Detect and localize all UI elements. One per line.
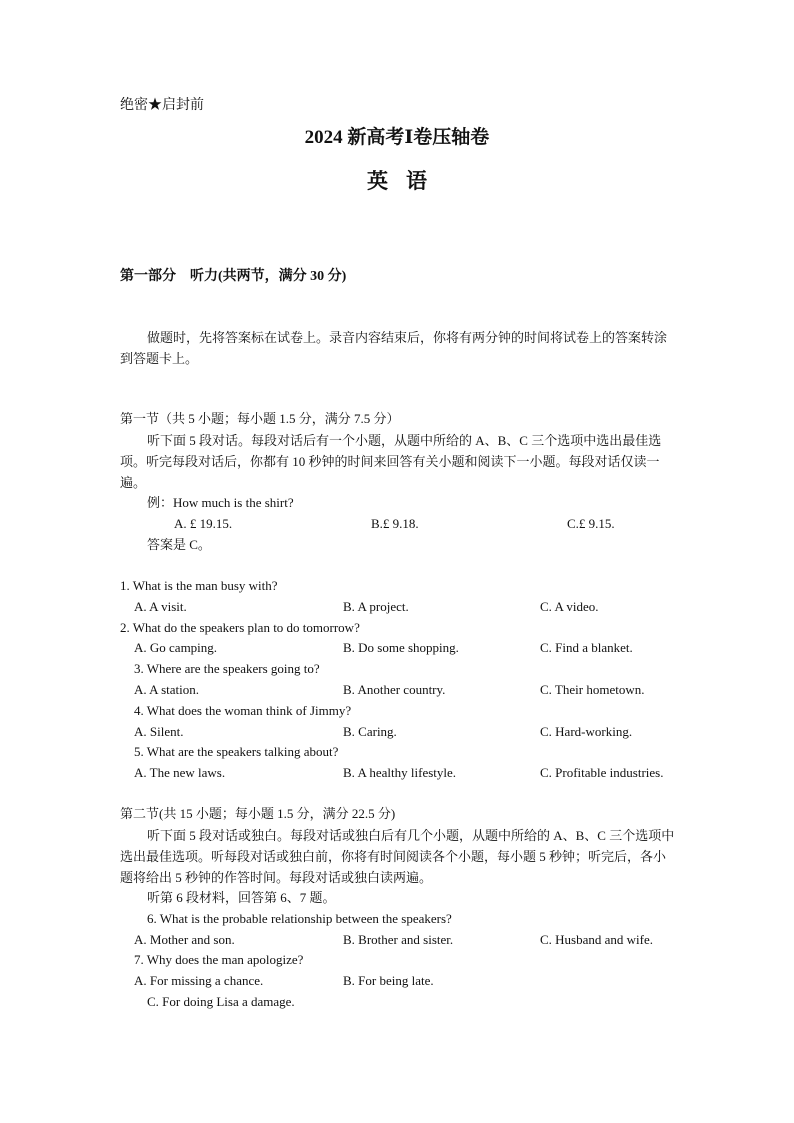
question-3: 3. Where are the speakers going to? <box>134 661 320 676</box>
exam-title: 2024 新高考Ⅰ卷压轴卷 <box>304 127 490 148</box>
question-7-option-b: B. For being late. <box>343 973 434 988</box>
subject-title: 英语 <box>367 169 445 193</box>
example-option-c: C.£ 9.15. <box>567 516 615 531</box>
question-4: 4. What does the woman think of Jimmy? <box>134 703 352 718</box>
question-2-option-a: A. Go camping. <box>134 640 218 655</box>
part-title-sub: 听力(共两节，满分 30 分) <box>190 269 347 284</box>
question-3-option-b: B. Another country. <box>343 682 446 697</box>
question-4-option-b: B. Caring. <box>343 724 397 739</box>
question-7-option-c: C. For doing Lisa a damage. <box>147 994 295 1009</box>
section2-heading: 第二节(共 15 小题；每小题 1.5 分，满分 22.5 分) <box>120 806 396 821</box>
section1-instruction: 听下面 5 段对话。每段对话后有一个小题，从题中所给的 A、B、C 三个选项中选出最佳选项。听完每段对话后，你都有 10 秒钟的时间来回答有关小题和阅读下一小题。每段对话仅读一遍。 <box>120 433 662 490</box>
section1-heading: 第一节（共 5 小题；每小题 1.5 分，满分 7.5 分） <box>120 411 400 426</box>
example-answer: 答案是 C。 <box>147 537 211 552</box>
question-7-option-a: A. For missing a chance. <box>134 973 264 988</box>
question-1-option-b: B. A project. <box>343 599 409 614</box>
question-5-option-c: C. Profitable industries. <box>540 765 664 780</box>
question-7: 7. Why does the man apologize? <box>134 952 304 967</box>
question-2-option-b: B. Do some shopping. <box>343 640 459 655</box>
question-6-option-a: A. Mother and son. <box>134 932 235 947</box>
example-option-b: B.£ 9.18. <box>371 516 419 531</box>
question-5-option-b: B. A healthy lifestyle. <box>343 765 457 780</box>
question-4-option-a: A. Silent. <box>134 724 184 739</box>
question-5: 5. What are the speakers talking about? <box>134 744 339 759</box>
part-title: 第一部分 <box>120 269 176 284</box>
material-note: 听第 6 段材料，回答第 6、7 题。 <box>147 890 336 905</box>
question-6: 6. What is the probable relationship between the speakers? <box>147 911 452 926</box>
question-3-option-a: A. A station. <box>134 682 200 697</box>
part-instruction: 做题时，先将答案标在试卷上。录音内容结束后，你将有两分钟的时间将试卷上的答案转涂到答题卡上。 <box>120 330 668 366</box>
question-6-option-c: C. Husband and wife. <box>540 932 654 947</box>
question-6-option-b: B. Brother and sister. <box>343 932 454 947</box>
question-1-option-c: C. A video. <box>540 599 599 614</box>
example-option-a: A. £ 19.15. <box>174 516 233 531</box>
question-1-option-a: A. A visit. <box>134 599 187 614</box>
question-1: 1. What is the man busy with? <box>120 578 278 593</box>
question-2: 2. What do the speakers plan to do tomorrow? <box>120 620 360 635</box>
example-question: 例：How much is the shirt? <box>147 495 294 510</box>
confidential-label: 绝密★启封前 <box>120 98 204 113</box>
question-4-option-c: C. Hard-working. <box>540 724 633 739</box>
part-heading <box>120 268 346 286</box>
section2-instruction: 听下面 5 段对话或独白。每段对话或独白后有几个小题，从题中所给的 A、B、C 三个选项中选出最佳选项。听每段对话或独白前，你将有时间阅读各个小题，每小题 5 秒钟；听完后，各小题将给出 5 秒钟的作答时间。每段对话或独白读两遍。 <box>120 828 675 885</box>
question-5-option-a: A. The new laws. <box>134 765 226 780</box>
question-2-option-c: C. Find a blanket. <box>540 640 633 655</box>
question-3-option-c: C. Their hometown. <box>540 682 645 697</box>
